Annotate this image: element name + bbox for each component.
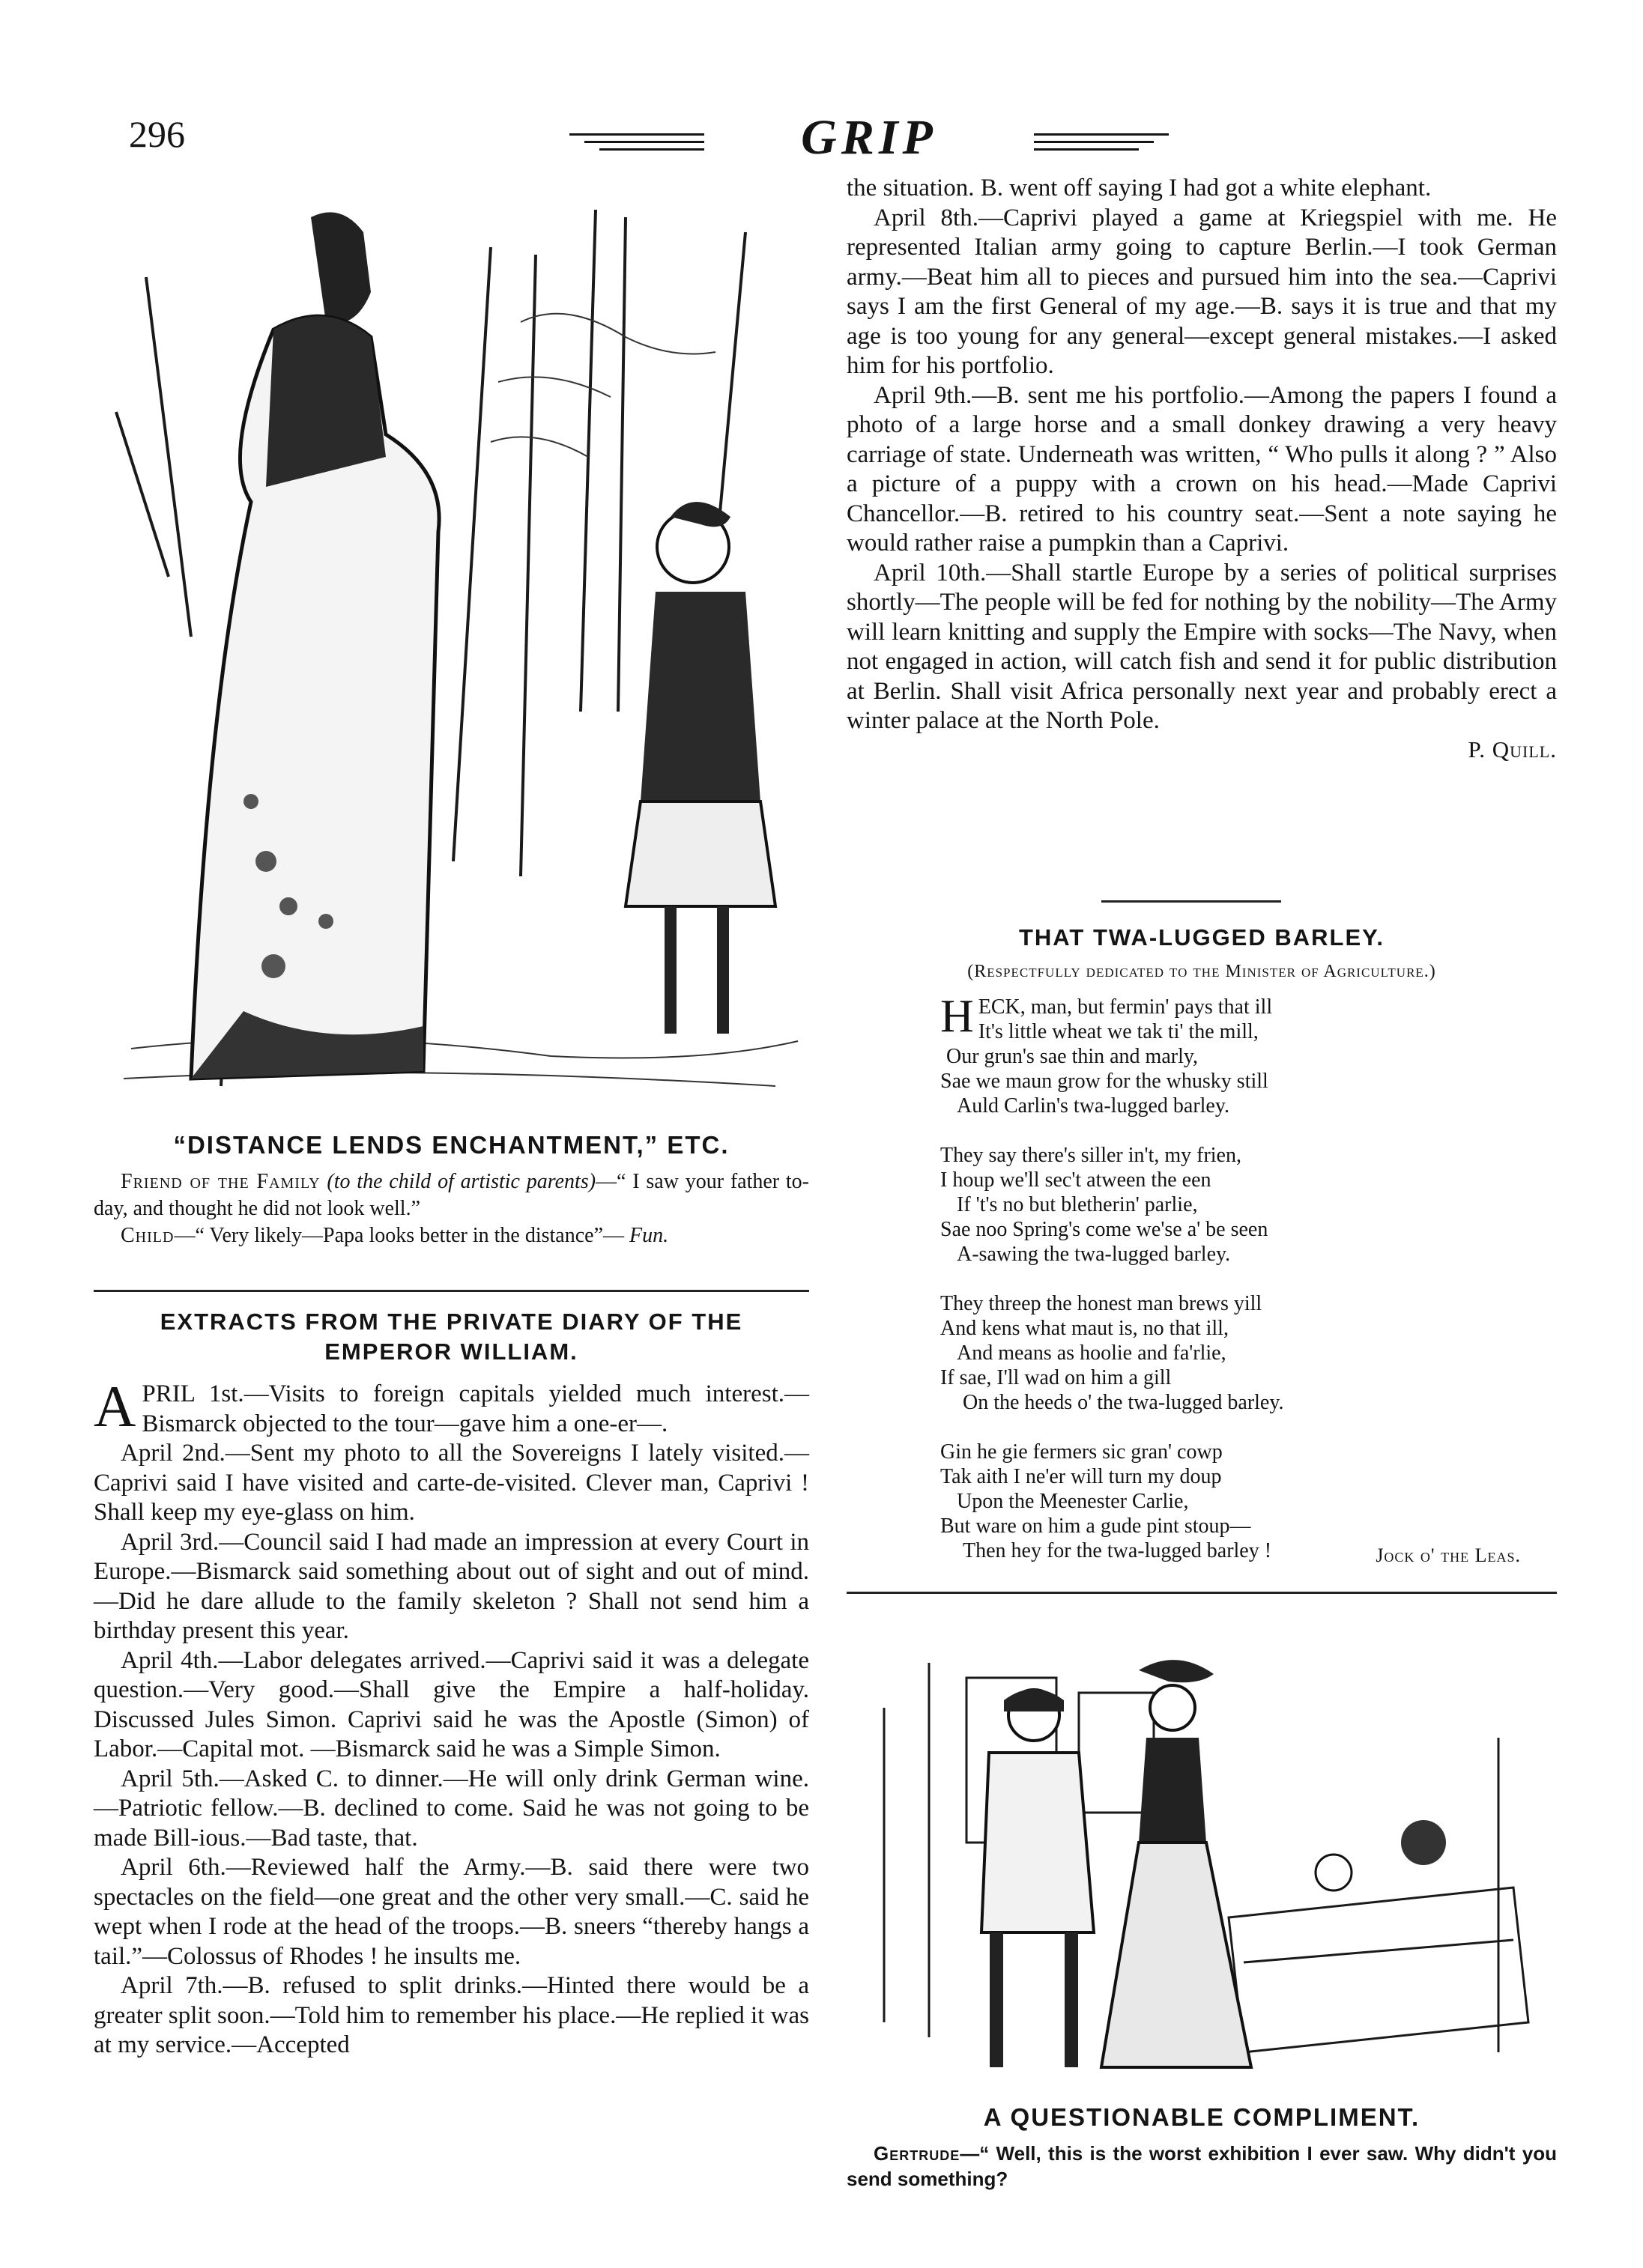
stanza-2: They say there's siller in't, my frien, I houp we'll sec't atween the een If 't's no but bletherin' parlie, Sae noo Spring's come we'se a' be seen A-sawing the twa-lugged barley. <box>940 1144 1268 1266</box>
diary-para-9: April 9th.—B. sent me his portfolio.—Among the papers I found a photo of a large horse and a small donkey drawing a very heavy carriage of state. Underneath was written, “ Who pulls it along ? ” Also a picture of a puppy with a crown on his head.—Made Caprivi Chancellor.—B. retired to his country seat.—Sent a note saying he would rather raise a pumpkin than a Caprivi. <box>847 381 1557 557</box>
diary-para-3: April 3rd.—Council said I had made an impression at every Court in Europe.—Bismarck said something about out of sight and out of mind.—Did he dare allude to the family skeleton ? Shall not send him a birthday present this year. <box>94 1528 809 1644</box>
stanza-1: H ECK, man, but fermin' pays that ill It's little wheat we tak ti' the mill, Our grun's sae thin and marly, Sae we maun grow for the whusky still Auld Carlin's twa-lugged barley. <box>940 991 1273 1118</box>
diary-para-6: April 6th.—Reviewed half the Army.—B. said there were two spectacles on the field—one great and the other very small.—C. said he wept when I rode at the head of the troops.—B. sneers “thereby hangs a tail.”—Colossus of Rhodes ! he insults me. <box>94 1854 809 1970</box>
stanza-4: Gin he gie fermers sic gran' cowp Tak aith I ne'er will turn my doup Upon the Meenester Carlie, But ware on him a gude pint stoup— Then hey for the twa-lugged barley ! <box>940 1440 1272 1562</box>
diary-para-2: April 2nd.—Sent my photo to all the Sovereigns I lately visited.—Caprivi said I have visited and carte-de-visited. Clever man, Caprivi ! Shall keep my eye-glass on him. <box>94 1440 809 1526</box>
caption-title-1: “DISTANCE LENDS ENCHANTMENT,” ETC. <box>173 1131 730 1159</box>
stage-direction: (to the child of artistic parents) <box>327 1170 596 1193</box>
stanza-3: They threep the honest man brews yill And kens what maut is, no that ill, And means as hoolie and fa'rlie, If sae, I'll wad on him a gill On the heeds o' the twa-lugged barley. <box>940 1292 1284 1414</box>
dropcap-a: A <box>94 1374 136 1439</box>
speaker-gertrude: Gertrude <box>874 2142 960 2165</box>
friend-line: —“ I saw your father to-day, and thought he did not look well.” <box>94 1170 809 1220</box>
diary-para-10: April 10th.—Shall startle Europe by a series of political surprises shortly—The people will be fed for nothing by the nobility—The Army will learn knitting and supply the Empire with socks—The Navy, when not engaged in action, will catch fish and send it for public distribution at Berlin. Shall visit Africa personally next year and probably erect a winter palace at the North Pole. <box>847 559 1557 734</box>
poem-body <box>940 991 1540 1563</box>
diary-para-4: April 4th.—Labor delegates arrived.—Caprivi said it was a delegate question.—Very good.—Shall give the Empire a half-holiday. Discussed Jules Simon. Caprivi said he was the Apostle (Simon) of Labor.—Capital mot. —Bismarck said he was a Simple Simon. <box>94 1646 809 1762</box>
poem-dedication: (Respectfully dedicated to the Minister of Agriculture.) <box>967 962 1436 981</box>
source-credit: Fun. <box>629 1224 669 1247</box>
diary-para-8: April 8th.—Caprivi played a game at Kriegspiel with me. He represented Italian army going to capture Berlin.—I took German army.—Beat him all to pieces and pursued him into the sea.—Caprivi says I am the first General of my age.—B. says it is true and that my age is too young for any general—except general mistakes.—I asked him for his portfolio. <box>847 204 1557 379</box>
diary-para-7: April 7th.—B. refused to split drinks.—Hinted there would be a greater split soon.—Told him to remember his place.—He replied it was at my service.—Accepted <box>94 1972 809 2058</box>
diary-signature: P. Quill. <box>1468 736 1557 762</box>
page-number: 296 <box>129 113 185 155</box>
divider-left <box>94 1290 809 1292</box>
gertrude-line: —“ Well, this is the worst exhibition I ever saw. Why didn't you send something? <box>847 2142 1557 2190</box>
caption-dialogue-2 <box>847 2141 1557 2192</box>
poem-dropcap: H <box>940 991 974 1042</box>
illustration-distance-lends-enchantment <box>101 187 805 1116</box>
diary-para-5: April 5th.—Asked C. to dinner.—He will only drink German wine.—Patriotic fellow.—B. declined to come. Said he was not going to be made Bill-ious.—Bad taste, that. <box>94 1765 809 1852</box>
diary-body-right <box>847 174 1557 763</box>
masthead-title: GRIP <box>801 110 937 165</box>
short-divider <box>1101 900 1281 903</box>
diary-para-1: APRIL 1st.—Visits to foreign capitals yielded much interest.—Bismarck objected to the tour—gave him a one-er—. <box>94 1374 809 1439</box>
speaker-friend: Friend of the Family <box>121 1170 321 1193</box>
page-header <box>120 105 1528 172</box>
caption-dialogue-1 <box>94 1168 809 1249</box>
poem-title: THAT TWA-LUGGED BARLEY. <box>1018 924 1385 950</box>
caption-title-2: A QUESTIONABLE COMPLIMENT. <box>983 2103 1420 2131</box>
speaker-child: Child <box>121 1224 175 1247</box>
masthead <box>562 105 1176 172</box>
poem-signature: Jock o' the Leas. <box>1376 1544 1521 1566</box>
diary-body-left <box>94 1374 809 2061</box>
diary-heading: EXTRACTS FROM THE PRIVATE DIARY OF THE EMPEROR WILLIAM. <box>160 1309 743 1365</box>
divider-right <box>847 1592 1557 1594</box>
diary-para-7-cont: the situation. B. went off saying I had got a white elephant. <box>847 175 1432 201</box>
child-line: —“ Very likely—Papa looks better in the distance”— <box>174 1224 625 1247</box>
illustration-questionable-compliment <box>854 1618 1551 2082</box>
